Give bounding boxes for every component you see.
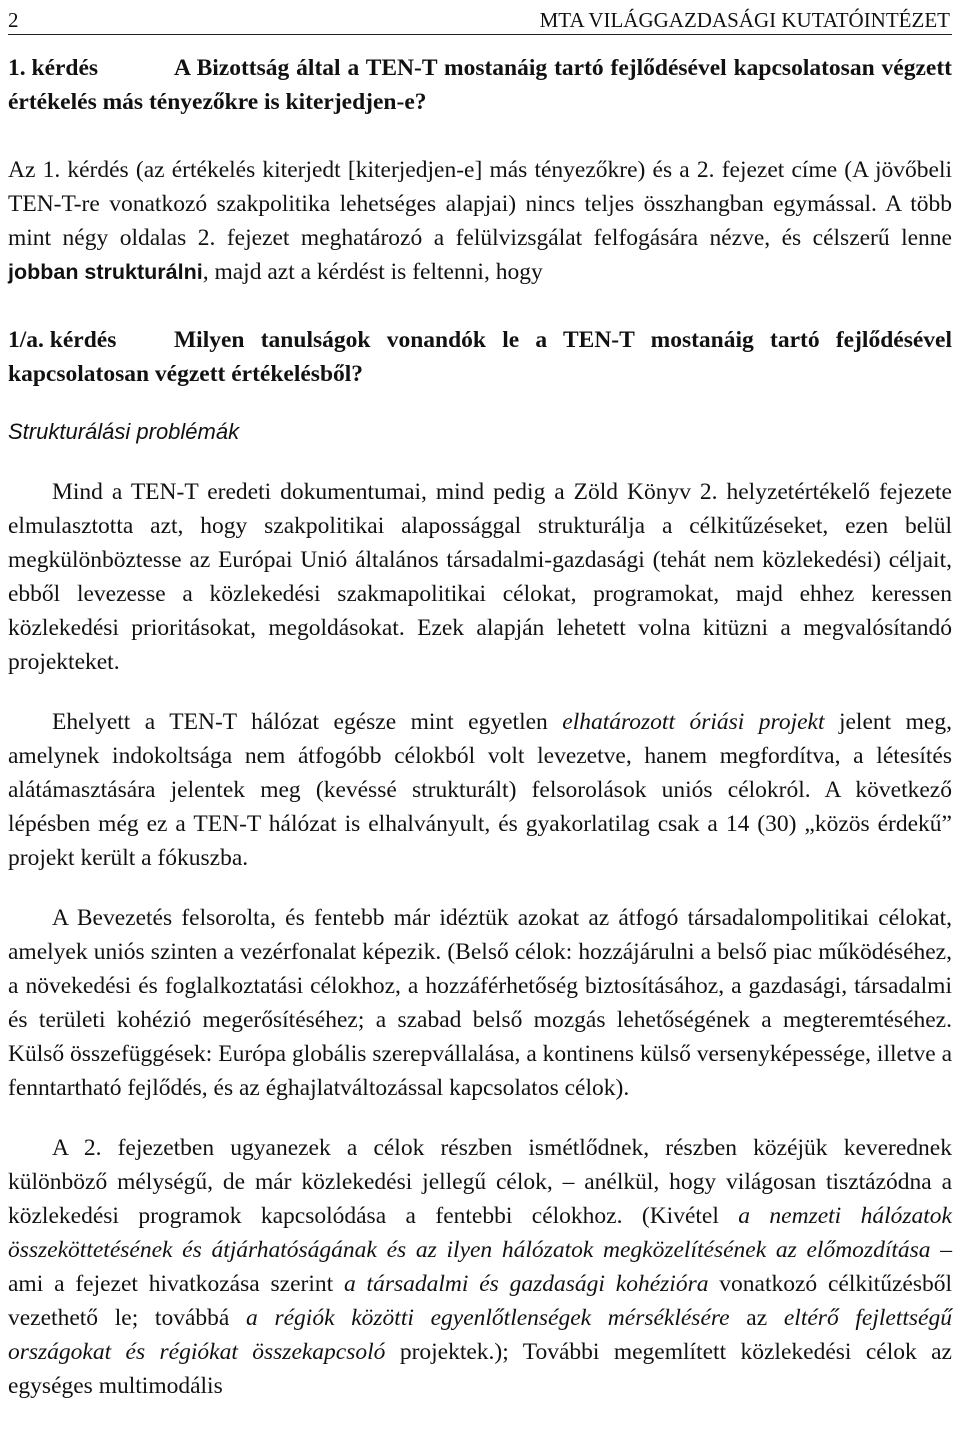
paragraph-3-italic: elhatározott óriási projekt bbox=[562, 709, 825, 735]
paragraph-1-bold: jobban strukturálni bbox=[8, 260, 203, 284]
paragraph-5-text-c: vonatkozó célkitűzésből vezethető le; továbbá bbox=[8, 1271, 952, 1331]
question-1a bbox=[8, 323, 952, 391]
paragraph-5-italic-4: eltérő fejlettségű országokat és régiókat összekapcsoló bbox=[8, 1305, 952, 1365]
paragraph-2: Mind a TEN-T eredeti dokumentumai, mind pedig a Zöld Könyv 2. helyzetértékelő fejezete elmulasztotta azt, hogy szakpolitikai alapossággal strukturálja a célkitűzéseket, ezen belül megkülönböztesse az Európai Unió általános társadalmi-gazdasági (tehát nem közlekedési) céljait, ebből levezesse a közlekedési szakmapolitikai célokat, programokat, majd ehhez keressen közlekedési prioritásokat, megoldásokat. Ezek alapján lehetett volna kitüzni a megvalósítandó projekteket. bbox=[8, 479, 952, 675]
institute-name: MTA VILÁGGAZDASÁGI KUTATÓINTÉZET bbox=[539, 8, 950, 32]
question-1-text: A Bizottság által a TEN-T mostanáig tartó fejlődésével kapcsolatosan végzett értékelés más tényezőkre is kiterjedjen-e? bbox=[8, 55, 952, 115]
paragraph-5 bbox=[8, 1131, 952, 1403]
paragraph-3 bbox=[8, 705, 952, 875]
page-header bbox=[8, 0, 952, 35]
section-heading: Strukturálási problémák bbox=[8, 419, 240, 444]
paragraph-5-text-d: az bbox=[729, 1305, 784, 1331]
paragraph-5-text-a: A 2. fejezetben ugyanezek a célok részben ismétlődnek, részben közéjük keverednek különböző mélységű, de már közlekedési jellegű célok, – anélkül, hogy világosan tisztázódna a közlekedési programok kapcsolódása a fentebbi célokhoz. (Kivétel bbox=[8, 1135, 952, 1229]
paragraph-1-text-b: , majd azt a kérdést is feltenni, hogy bbox=[202, 259, 543, 285]
question-1a-text: Milyen tanulságok vonandók le a TEN-T mostanáig tartó fejlődésével kapcsolatosan végzett értékelésből? bbox=[8, 327, 952, 387]
paragraph-5-text-e: projektek.); További megemlített közlekedési célok az egységes multimodális bbox=[8, 1339, 952, 1399]
paragraph-5-italic-1: a nemzeti hálózatok összeköttetésének és átjárhatóságának és az ilyen hálózatok megközelítésének az előmozdítása bbox=[8, 1203, 952, 1263]
paragraph-5-text-b: – ami a fejezet hivatkozása szerint bbox=[8, 1237, 953, 1297]
paragraph-1 bbox=[8, 153, 952, 289]
question-1 bbox=[8, 51, 952, 119]
document-page bbox=[8, 0, 952, 1403]
question-1-label: 1. kérdés bbox=[8, 55, 99, 81]
paragraph-4: A Bevezetés felsorolta, és fentebb már idéztük azokat az átfogó társadalompolitikai célokat, amelyek uniós szinten a vezérfonalat képezik. (Belső célok: hozzájárulni a belső piac működéséhez, a növekedési és foglalkoztatási célokhoz, a hozzáférhetőség biztosításához, a gazdasági, társadalmi és területi kohézió megerősítéséhez; a szabad belső mozgás lehetőségének a megteremtéséhez. Külső összefüggések: Európa globális szerepvállalása, a kontinens külső versenyképessége, illetve a fenntartható fejlődés, és az éghajlatváltozással kapcsolatos célok). bbox=[8, 905, 952, 1101]
paragraph-3-text-a: Ehelyett a TEN-T hálózat egésze mint egyetlen bbox=[52, 709, 563, 735]
paragraph-5-italic-3: a régiók közötti egyenlőtlenségek mérséklésére bbox=[246, 1305, 730, 1331]
question-1a-label: 1/a. kérdés bbox=[8, 327, 117, 353]
paragraph-1-text-a: Az 1. kérdés (az értékelés kiterjedt [kiterjedjen-e] más tényezőkre) és a 2. fejezet címe (A jövőbeli TEN-T-re vonatkozó szakpolitika lehetséges alapjai) nincs teljes összhangban egymással. A több mint négy oldalas 2. fejezet meghatározó a felülvizsgálat felfogására nézve, és célszerű lenne bbox=[8, 157, 952, 251]
paragraph-5-italic-2: a társadalmi és gazdasági kohézióra bbox=[343, 1271, 709, 1297]
page-number: 2 bbox=[8, 8, 19, 32]
paragraph-3-text-b: jelent meg, amelynek indokoltsága nem átfogóbb célokból volt levezetve, hanem megfordítva, a létesítés alátámasztására jelentek meg (kevéssé strukturált) felsorolások uniós célokról. A következő lépésben még ez a TEN-T hálózat is elhalványult, és gyakorlatilag csak a 14 (30) „közös érdekű” projekt került a fókuszba. bbox=[8, 709, 952, 871]
